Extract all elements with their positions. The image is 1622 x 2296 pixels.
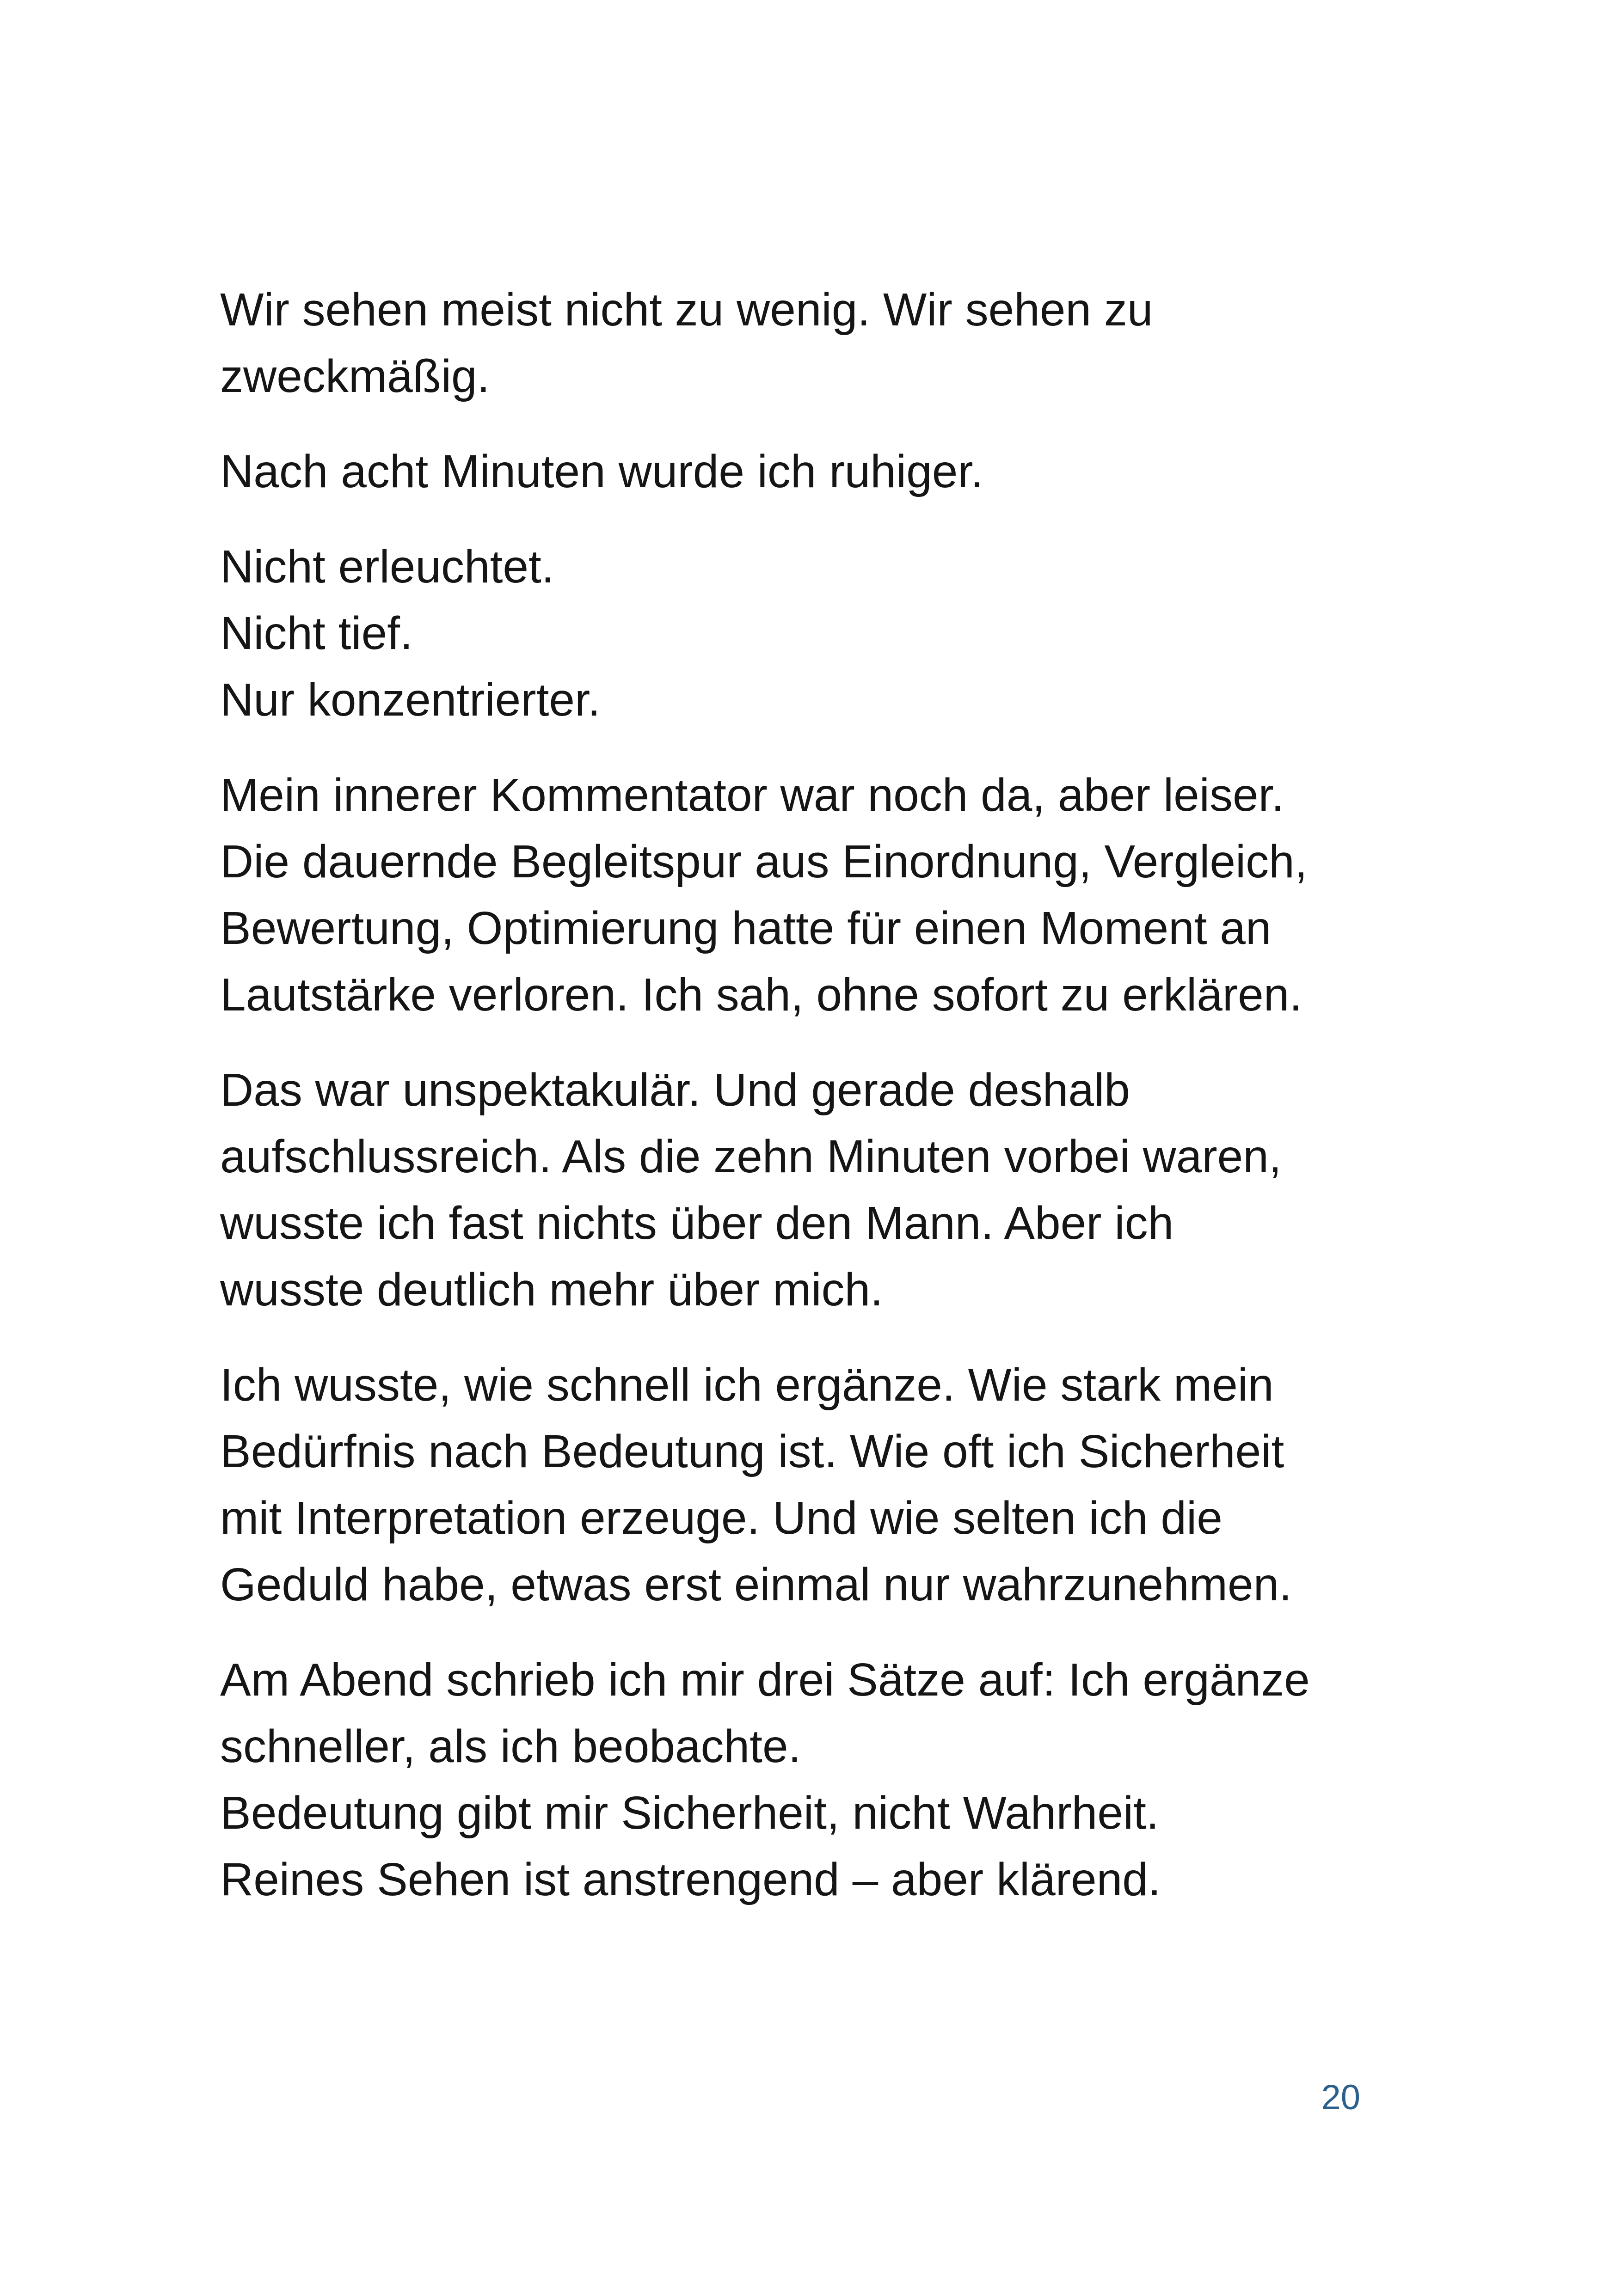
body-text [220,276,1422,1941]
text-line: Nicht erleuchtet. [220,541,554,593]
text-line: Die dauernde Begleitspur aus Einordnung, Vergleich, [220,836,1308,888]
text-line: Reines Sehen ist anstrengend – aber klärend. [220,1854,1161,1905]
text-line: Das war unspektakulär. Und gerade deshalb [220,1064,1130,1116]
text-line: Ich wusste, wie schnell ich ergänze. Wie stark mein [220,1359,1274,1411]
text-line: zweckmäßig. [220,350,490,402]
text-line: wusste deutlich mehr über mich. [220,1264,883,1316]
text-line: Geduld habe, etwas erst einmal nur wahrzunehmen. [220,1559,1292,1610]
text-line: Am Abend schrieb ich mir drei Sätze auf: Ich ergänze [220,1654,1310,1706]
text-line: Lautstärke verloren. Ich sah, ohne sofort zu erklären. [220,969,1303,1021]
text-line: aufschlussreich. Als die zehn Minuten vorbei waren, [220,1131,1282,1182]
paragraph-7 [220,1647,1422,1913]
paragraph-6 [220,1352,1422,1618]
text-line: Nur konzentrierter. [220,674,601,726]
text-line: Bedeutung gibt mir Sicherheit, nicht Wahrheit. [220,1787,1159,1839]
text-line: Wir sehen meist nicht zu wenig. Wir sehen zu [220,284,1153,336]
text-line: mit Interpretation erzeuge. Und wie selten ich die [220,1492,1223,1544]
paragraph-5 [220,1057,1422,1323]
text-line: Nach acht Minuten wurde ich ruhiger. [220,446,983,497]
text-line: Mein innerer Kommentator war noch da, aber leiser. [220,769,1284,821]
paragraph-2 [220,438,1422,505]
paragraph-1 [220,276,1422,410]
text-line: Bedürfnis nach Bedeutung ist. Wie oft ich Sicherheit [220,1426,1284,1477]
text-line: schneller, als ich beobachte. [220,1720,801,1772]
paragraph-4 [220,762,1422,1028]
text-line: Bewertung, Optimierung hatte für einen Moment an [220,902,1272,954]
paragraph-3 [220,533,1422,733]
text-line: Nicht tief. [220,607,413,659]
page-number: 20 [1321,2078,1360,2117]
text-line: wusste ich fast nichts über den Mann. Aber ich [220,1197,1174,1249]
